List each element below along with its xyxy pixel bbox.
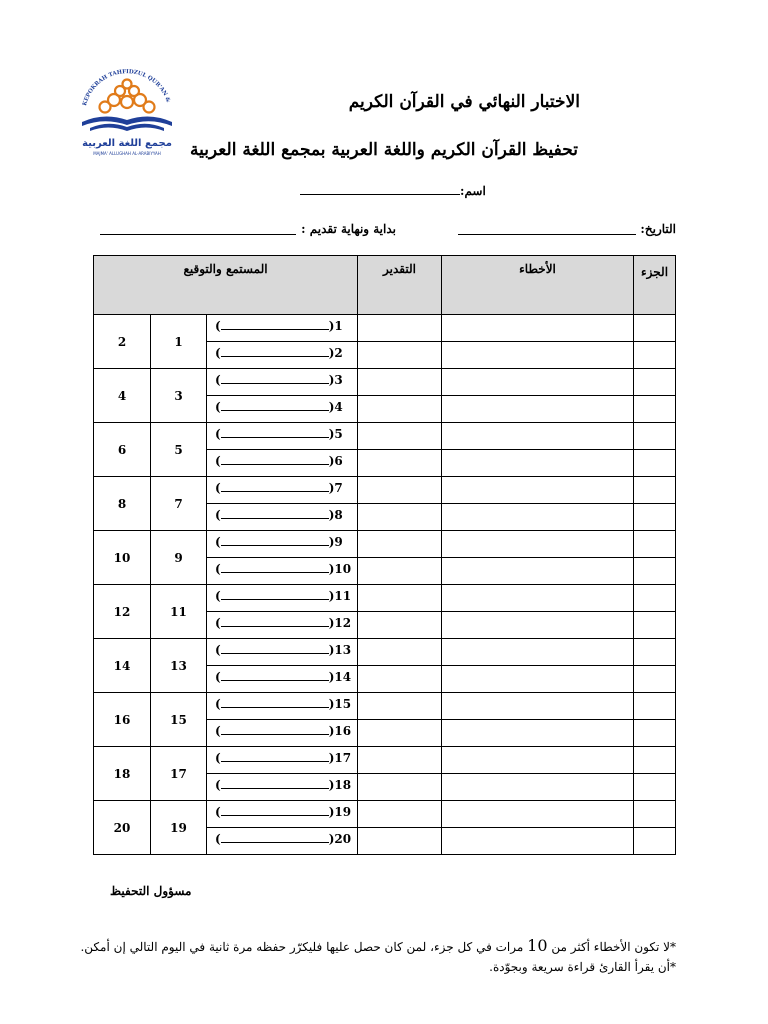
juz-cell[interactable] — [634, 342, 676, 369]
date-field[interactable] — [458, 234, 636, 235]
table-row — [94, 423, 676, 450]
pair-number-left: 12 — [94, 585, 151, 639]
paren-close: ) — [328, 508, 335, 522]
errors-cell[interactable] — [442, 801, 634, 828]
grade-cell[interactable] — [358, 450, 442, 477]
signature-underline — [221, 805, 329, 816]
signature-blank — [215, 319, 343, 333]
signature-blank — [215, 427, 343, 441]
grade-cell[interactable] — [358, 612, 442, 639]
time-label: بداية ونهاية تقديم : — [301, 222, 396, 236]
pair-number-right: 19 — [151, 801, 207, 855]
juz-cell[interactable] — [634, 774, 676, 801]
juz-cell[interactable] — [634, 477, 676, 504]
grade-cell[interactable] — [358, 747, 442, 774]
paren-close: ) — [328, 319, 335, 333]
errors-cell[interactable] — [442, 369, 634, 396]
pair-number-left: 20 — [94, 801, 151, 855]
note-reading: *أن يقرأ القارئ قراءة سريعة وبجوّدة. — [489, 960, 676, 974]
logo-arc-text: KEPOKRAH TAHFIDZUL QUR'AN & — [82, 69, 171, 107]
signature-blank — [215, 832, 351, 846]
juz-cell[interactable] — [634, 396, 676, 423]
paren-close: ) — [328, 427, 335, 441]
signature-underline — [221, 346, 329, 357]
paren-open: ( — [215, 346, 221, 360]
grade-cell[interactable] — [358, 720, 442, 747]
listener-signature-cell[interactable] — [207, 666, 358, 693]
errors-cell[interactable] — [442, 774, 634, 801]
entry-number: 20 — [334, 832, 352, 846]
juz-cell[interactable] — [634, 423, 676, 450]
signature-underline — [221, 427, 329, 438]
entry-number: 10 — [334, 562, 352, 576]
entry-number: 6 — [334, 454, 343, 468]
grade-cell[interactable] — [358, 693, 442, 720]
name-field[interactable] — [300, 184, 486, 198]
listener-signature-cell[interactable] — [207, 369, 358, 396]
errors-cell[interactable] — [442, 531, 634, 558]
pair-number-right: 17 — [151, 747, 207, 801]
table-row — [94, 531, 676, 558]
table-row — [94, 747, 676, 774]
paren-close: ) — [328, 778, 335, 792]
juz-cell[interactable] — [634, 612, 676, 639]
table-row — [94, 693, 676, 720]
paren-close: ) — [328, 373, 335, 387]
pair-number-left: 8 — [94, 477, 151, 531]
paren-open: ( — [215, 616, 221, 630]
pair-number-left: 6 — [94, 423, 151, 477]
grade-cell[interactable] — [358, 369, 442, 396]
entry-number: 1 — [334, 319, 343, 333]
paren-close: ) — [328, 481, 335, 495]
paren-close: ) — [328, 805, 335, 819]
exam-table — [93, 255, 676, 855]
paren-close: ) — [328, 832, 335, 846]
errors-cell[interactable] — [442, 477, 634, 504]
paren-close: ) — [328, 643, 335, 657]
listener-signature-cell[interactable] — [207, 423, 358, 450]
date-time-row — [100, 222, 676, 242]
paren-open: ( — [215, 535, 221, 549]
entry-number: 4 — [334, 400, 343, 414]
grade-cell[interactable] — [358, 342, 442, 369]
listener-signature-cell[interactable] — [207, 315, 358, 342]
errors-cell[interactable] — [442, 585, 634, 612]
listener-signature-cell[interactable] — [207, 531, 358, 558]
grade-cell[interactable] — [358, 801, 442, 828]
paren-close: ) — [328, 724, 335, 738]
date-label: التاريخ: — [640, 222, 676, 236]
grade-cell[interactable] — [358, 666, 442, 693]
paren-open: ( — [215, 427, 221, 441]
juz-cell[interactable] — [634, 828, 676, 855]
errors-cell[interactable] — [442, 639, 634, 666]
signature-blank — [215, 346, 343, 360]
pair-number-right: 15 — [151, 693, 207, 747]
entry-number: 13 — [334, 643, 352, 657]
grade-cell[interactable] — [358, 558, 442, 585]
signature-blank — [215, 508, 343, 522]
grade-cell[interactable] — [358, 774, 442, 801]
entry-number: 2 — [334, 346, 343, 360]
signature-blank — [215, 670, 351, 684]
entry-number: 9 — [334, 535, 343, 549]
juz-cell[interactable] — [634, 747, 676, 774]
juz-cell[interactable] — [634, 369, 676, 396]
juz-cell[interactable] — [634, 315, 676, 342]
name-underline — [300, 184, 460, 195]
entry-number: 7 — [334, 481, 343, 495]
table-row — [94, 477, 676, 504]
pair-number-right: 7 — [151, 477, 207, 531]
entry-number: 17 — [334, 751, 352, 765]
grade-cell[interactable] — [358, 828, 442, 855]
pair-number-right: 3 — [151, 369, 207, 423]
signature-underline — [221, 373, 329, 384]
listener-signature-cell[interactable] — [207, 558, 358, 585]
pair-number-left: 2 — [94, 315, 151, 369]
errors-cell[interactable] — [442, 504, 634, 531]
grade-cell[interactable] — [358, 315, 442, 342]
page-title: الاختبار النهائي في القرآن الكريم — [348, 92, 580, 112]
responsible-label: مسؤول التحفيظ — [110, 884, 192, 898]
grade-cell[interactable] — [358, 504, 442, 531]
pair-number-left: 16 — [94, 693, 151, 747]
signature-underline — [221, 535, 329, 546]
table-row — [94, 315, 676, 342]
listener-signature-cell[interactable] — [207, 801, 358, 828]
pair-number-right: 1 — [151, 315, 207, 369]
errors-cell[interactable] — [442, 828, 634, 855]
grade-cell[interactable] — [358, 639, 442, 666]
paren-close: ) — [328, 697, 335, 711]
paren-close: ) — [328, 751, 335, 765]
listener-signature-cell[interactable] — [207, 693, 358, 720]
errors-cell[interactable] — [442, 666, 634, 693]
signature-underline — [221, 562, 329, 573]
errors-cell[interactable] — [442, 612, 634, 639]
signature-underline — [221, 481, 329, 492]
time-field[interactable] — [100, 234, 296, 235]
header-listener: المستمع والتوقيع — [94, 256, 358, 315]
entry-number: 3 — [334, 373, 343, 387]
errors-cell[interactable] — [442, 396, 634, 423]
note-errors-start: *لا تكون الأخطاء أكثر من — [551, 940, 676, 954]
table-header-row — [94, 256, 676, 315]
paren-open: ( — [215, 454, 221, 468]
signature-underline — [221, 589, 329, 600]
note-errors-end: مرات في كل جزء، لمن كان حصل عليها فليكرّر حفظه مرة ثانية في اليوم التالي إن أمكن. — [80, 940, 524, 954]
signature-underline — [221, 670, 329, 681]
signature-underline — [221, 724, 329, 735]
paren-close: ) — [328, 670, 335, 684]
signature-blank — [215, 778, 351, 792]
signature-underline — [221, 616, 329, 627]
errors-cell[interactable] — [442, 720, 634, 747]
entry-number: 16 — [334, 724, 352, 738]
paren-close: ) — [328, 616, 335, 630]
pair-number-left: 18 — [94, 747, 151, 801]
signature-underline — [221, 319, 329, 330]
listener-signature-cell[interactable] — [207, 477, 358, 504]
listener-signature-cell[interactable] — [207, 504, 358, 531]
signature-blank — [215, 616, 351, 630]
signature-underline — [221, 697, 329, 708]
logo-emblem-icon — [72, 60, 182, 160]
juz-cell[interactable] — [634, 558, 676, 585]
paren-open: ( — [215, 589, 221, 603]
listener-signature-cell[interactable] — [207, 396, 358, 423]
paren-open: ( — [215, 562, 221, 576]
note-errors-number: 10 — [527, 936, 548, 955]
errors-cell[interactable] — [442, 342, 634, 369]
header-grade: التقدير — [358, 256, 442, 315]
page-subtitle: تحفيظ القرآن الكريم واللغة العربية بمجمع اللغة العربية — [189, 140, 578, 160]
juz-cell[interactable] — [634, 693, 676, 720]
signature-underline — [221, 751, 329, 762]
signature-blank — [215, 751, 351, 765]
signature-underline — [221, 508, 329, 519]
note-errors — [80, 936, 676, 955]
juz-cell[interactable] — [634, 801, 676, 828]
paren-open: ( — [215, 697, 221, 711]
paren-open: ( — [215, 373, 221, 387]
table-row — [94, 369, 676, 396]
paren-open: ( — [215, 400, 221, 414]
table-row — [94, 639, 676, 666]
paren-close: ) — [328, 535, 335, 549]
signature-underline — [221, 778, 329, 789]
paren-open: ( — [215, 778, 221, 792]
juz-cell[interactable] — [634, 666, 676, 693]
errors-cell[interactable] — [442, 558, 634, 585]
juz-cell[interactable] — [634, 639, 676, 666]
juz-cell[interactable] — [634, 720, 676, 747]
paren-open: ( — [215, 832, 221, 846]
errors-cell[interactable] — [442, 747, 634, 774]
logo-arabic-name: مجمع اللغة العربية — [82, 138, 172, 149]
grade-cell[interactable] — [358, 423, 442, 450]
entry-number: 12 — [334, 616, 352, 630]
header-juz: الجزء — [634, 256, 676, 315]
errors-cell[interactable] — [442, 423, 634, 450]
listener-signature-cell[interactable] — [207, 342, 358, 369]
juz-cell[interactable] — [634, 504, 676, 531]
paren-open: ( — [215, 724, 221, 738]
listener-signature-cell[interactable] — [207, 639, 358, 666]
pair-number-left: 10 — [94, 531, 151, 585]
signature-blank — [215, 643, 351, 657]
signature-underline — [221, 400, 329, 411]
paren-close: ) — [328, 400, 335, 414]
entry-number: 19 — [334, 805, 352, 819]
listener-signature-cell[interactable] — [207, 747, 358, 774]
paren-open: ( — [215, 751, 221, 765]
entry-number: 15 — [334, 697, 352, 711]
entry-number: 14 — [334, 670, 352, 684]
header-errors: الأخطاء — [442, 256, 634, 315]
paren-open: ( — [215, 508, 221, 522]
entry-number: 18 — [334, 778, 352, 792]
entry-number: 5 — [334, 427, 343, 441]
errors-cell[interactable] — [442, 450, 634, 477]
pair-number-right: 13 — [151, 639, 207, 693]
juz-cell[interactable] — [634, 585, 676, 612]
signature-blank — [215, 400, 343, 414]
table-row — [94, 585, 676, 612]
paren-open: ( — [215, 670, 221, 684]
signature-blank — [215, 373, 343, 387]
signature-blank — [215, 535, 343, 549]
table-row — [94, 801, 676, 828]
paren-close: ) — [328, 562, 335, 576]
listener-signature-cell[interactable] — [207, 774, 358, 801]
listener-signature-cell[interactable] — [207, 828, 358, 855]
signature-underline — [221, 643, 329, 654]
paren-open: ( — [215, 319, 221, 333]
grade-cell[interactable] — [358, 396, 442, 423]
entry-number: 8 — [334, 508, 343, 522]
juz-cell[interactable] — [634, 450, 676, 477]
signature-blank — [215, 562, 351, 576]
institution-logo — [72, 60, 182, 160]
paren-open: ( — [215, 805, 221, 819]
signature-underline — [221, 832, 329, 843]
signature-blank — [215, 589, 351, 603]
pair-number-left: 14 — [94, 639, 151, 693]
pair-number-right: 9 — [151, 531, 207, 585]
juz-cell[interactable] — [634, 531, 676, 558]
logo-latin-name: MAJMA' ALLUGHAH AL-ARABIYYAH — [93, 151, 161, 156]
errors-cell[interactable] — [442, 693, 634, 720]
paren-close: ) — [328, 589, 335, 603]
paren-open: ( — [215, 481, 221, 495]
signature-blank — [215, 481, 343, 495]
pair-number-left: 4 — [94, 369, 151, 423]
paren-close: ) — [328, 346, 335, 360]
signature-underline — [221, 454, 329, 465]
signature-blank — [215, 724, 351, 738]
grade-cell[interactable] — [358, 585, 442, 612]
pair-number-right: 5 — [151, 423, 207, 477]
signature-blank — [215, 454, 343, 468]
name-label: :اسم — [460, 184, 486, 198]
listener-signature-cell[interactable] — [207, 720, 358, 747]
grade-cell[interactable] — [358, 477, 442, 504]
grade-cell[interactable] — [358, 531, 442, 558]
signature-blank — [215, 805, 351, 819]
listener-signature-cell[interactable] — [207, 450, 358, 477]
signature-blank — [215, 697, 351, 711]
listener-signature-cell[interactable] — [207, 612, 358, 639]
errors-cell[interactable] — [442, 315, 634, 342]
paren-close: ) — [328, 454, 335, 468]
pair-number-right: 11 — [151, 585, 207, 639]
entry-number: 11 — [334, 589, 352, 603]
paren-open: ( — [215, 643, 221, 657]
listener-signature-cell[interactable] — [207, 585, 358, 612]
